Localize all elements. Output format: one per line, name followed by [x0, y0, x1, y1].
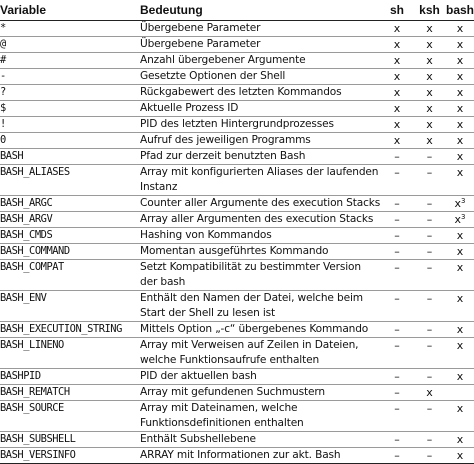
variable-cell: BASHPID: [0, 369, 140, 385]
table-header: [0, 0, 474, 21]
ksh-cell: –: [413, 196, 446, 212]
table-row: [0, 385, 474, 401]
variable-cell: $: [0, 101, 140, 117]
bash-mark: x: [456, 54, 464, 67]
bash-cell: [446, 212, 474, 228]
variable-cell: BASH_CMDS: [0, 228, 140, 244]
bash-mark: x: [456, 102, 464, 115]
bash-cell: [446, 117, 474, 133]
ksh-cell: –: [413, 165, 446, 196]
meaning-cell: ARRAY mit Informationen zur akt. Bash: [140, 448, 381, 464]
table-row: [0, 260, 474, 291]
sh-cell: x: [381, 37, 413, 53]
ksh-cell: –: [413, 291, 446, 322]
ksh-cell: –: [413, 369, 446, 385]
table-row: [0, 117, 474, 133]
variable-cell: BASH_EXECUTION_STRING: [0, 322, 140, 338]
meaning-cell: Übergebene Parameter: [140, 21, 381, 37]
header-meaning: Bedeutung: [140, 0, 381, 21]
ksh-cell: x: [413, 133, 446, 149]
bash-mark: x: [456, 433, 464, 446]
sh-cell: –: [381, 260, 413, 291]
bash-mark: x: [456, 134, 464, 147]
bash-mark: x: [456, 229, 464, 242]
meaning-cell: Setzt Kompatibilität zu bestimmter Version der bash: [140, 260, 381, 291]
table-row: [0, 165, 474, 196]
table-row: [0, 21, 474, 37]
meaning-cell: Array mit gefundenen Suchmustern: [140, 385, 381, 401]
header-row: [0, 0, 474, 21]
sh-cell: –: [381, 212, 413, 228]
table-row: [0, 37, 474, 53]
table-row: [0, 196, 474, 212]
ksh-cell: –: [413, 322, 446, 338]
ksh-cell: –: [413, 149, 446, 165]
table-row: [0, 338, 474, 369]
table-row: [0, 133, 474, 149]
bash-cell: [446, 448, 474, 464]
meaning-cell: Hashing von Kommandos: [140, 228, 381, 244]
sh-cell: –: [381, 165, 413, 196]
table-row: [0, 228, 474, 244]
bash-cell: [446, 149, 474, 165]
table-row: [0, 101, 474, 117]
variable-cell: -: [0, 69, 140, 85]
bash-mark: x: [456, 22, 464, 35]
table-row: [0, 244, 474, 260]
bash-cell: [446, 21, 474, 37]
table-row: [0, 212, 474, 228]
bash-cell: [446, 69, 474, 85]
ksh-cell: x: [413, 385, 446, 401]
sh-cell: –: [381, 432, 413, 448]
header-bash: bash: [446, 0, 474, 21]
meaning-cell: Array mit konfigurierten Aliases der laufenden Instanz: [140, 165, 381, 196]
variable-cell: BASH_COMMAND: [0, 244, 140, 260]
sh-cell: –: [381, 149, 413, 165]
footnote-marker: 3: [461, 213, 466, 221]
bash-cell: [446, 338, 474, 369]
bash-cell: [446, 53, 474, 69]
variable-cell: ?: [0, 85, 140, 101]
sh-cell: x: [381, 101, 413, 117]
ksh-cell: –: [413, 432, 446, 448]
bash-mark: x: [456, 402, 464, 415]
meaning-cell: Anzahl übergebener Argumente: [140, 53, 381, 69]
bash-cell: [446, 385, 474, 401]
sh-cell: –: [381, 448, 413, 464]
sh-cell: x: [381, 85, 413, 101]
ksh-cell: x: [413, 37, 446, 53]
meaning-cell: Mittels Option „-c“ übergebenes Kommando: [140, 322, 381, 338]
variable-cell: BASH_LINENO: [0, 338, 140, 369]
variable-cell: 0: [0, 133, 140, 149]
variable-cell: *: [0, 21, 140, 37]
variable-cell: BASH_SUBSHELL: [0, 432, 140, 448]
bash-mark: x: [456, 261, 464, 274]
sh-cell: –: [381, 322, 413, 338]
bash-cell: [446, 432, 474, 448]
meaning-cell: Counter aller Argumente des execution Stacks: [140, 196, 381, 212]
bash-mark: x: [456, 86, 464, 99]
sh-cell: x: [381, 117, 413, 133]
variable-cell: BASH_ARGC: [0, 196, 140, 212]
bash-mark: x: [454, 213, 462, 226]
bash-mark: x: [456, 38, 464, 51]
bash-mark: x: [456, 245, 464, 258]
bash-mark: x: [456, 118, 464, 131]
header-ksh: ksh: [413, 0, 446, 21]
variable-cell: BASH_ENV: [0, 291, 140, 322]
header-variable: Variable: [0, 0, 140, 21]
header-sh: sh: [381, 0, 413, 21]
variable-cell: BASH: [0, 149, 140, 165]
bash-cell: [446, 291, 474, 322]
variable-cell: BASH_ARGV: [0, 212, 140, 228]
table-row: [0, 291, 474, 322]
variable-cell: @: [0, 37, 140, 53]
meaning-cell: Gesetzte Optionen der Shell: [140, 69, 381, 85]
bash-cell: [446, 101, 474, 117]
bash-mark: x: [456, 70, 464, 83]
sh-cell: –: [381, 196, 413, 212]
sh-cell: –: [381, 291, 413, 322]
meaning-cell: Übergebene Parameter: [140, 37, 381, 53]
sh-cell: –: [381, 401, 413, 432]
meaning-cell: Aktuelle Prozess ID: [140, 101, 381, 117]
bash-cell: [446, 228, 474, 244]
sh-cell: –: [381, 228, 413, 244]
bash-cell: [446, 85, 474, 101]
sh-cell: x: [381, 53, 413, 69]
bash-mark: x: [456, 292, 464, 305]
bash-cell: [446, 133, 474, 149]
meaning-cell: Enthält Subshellebene: [140, 432, 381, 448]
bash-cell: [446, 244, 474, 260]
bash-mark: x: [456, 150, 464, 163]
bash-cell: [446, 369, 474, 385]
sh-cell: –: [381, 338, 413, 369]
variable-cell: BASH_SOURCE: [0, 401, 140, 432]
ksh-cell: x: [413, 69, 446, 85]
bash-mark: x: [456, 166, 464, 179]
meaning-cell: Array mit Dateinamen, welche Funktionsdefinitionen enthalten: [140, 401, 381, 432]
table-row: [0, 53, 474, 69]
meaning-cell: Rückgabewert des letzten Kommandos: [140, 85, 381, 101]
meaning-cell: Enthält den Namen der Datei, welche beim Start der Shell zu lesen ist: [140, 291, 381, 322]
variable-cell: #: [0, 53, 140, 69]
sh-cell: –: [381, 244, 413, 260]
meaning-cell: Aufruf des jeweiligen Programms: [140, 133, 381, 149]
meaning-cell: Momentan ausgeführtes Kommando: [140, 244, 381, 260]
bash-cell: [446, 165, 474, 196]
bash-mark: x: [456, 339, 464, 352]
table-row: [0, 85, 474, 101]
bash-cell: [446, 401, 474, 432]
ksh-cell: x: [413, 117, 446, 133]
sh-cell: –: [381, 369, 413, 385]
bash-mark: x: [456, 449, 464, 462]
ksh-cell: x: [413, 21, 446, 37]
variable-cell: BASH_COMPAT: [0, 260, 140, 291]
sh-cell: x: [381, 69, 413, 85]
table-row: [0, 69, 474, 85]
sh-cell: x: [381, 133, 413, 149]
table-row: [0, 448, 474, 464]
ksh-cell: x: [413, 101, 446, 117]
ksh-cell: –: [413, 244, 446, 260]
meaning-cell: Pfad zur derzeit benutzten Bash: [140, 149, 381, 165]
ksh-cell: x: [413, 85, 446, 101]
variable-cell: BASH_REMATCH: [0, 385, 140, 401]
table-row: [0, 322, 474, 338]
sh-cell: x: [381, 21, 413, 37]
bash-cell: [446, 37, 474, 53]
bash-cell: [446, 322, 474, 338]
ksh-cell: –: [413, 228, 446, 244]
meaning-cell: Array aller Argumenten des execution Stacks: [140, 212, 381, 228]
meaning-cell: PID des letzten Hintergrundprozesses: [140, 117, 381, 133]
variable-cell: BASH_ALIASES: [0, 165, 140, 196]
variable-cell: !: [0, 117, 140, 133]
table-row: [0, 401, 474, 432]
table-body: [0, 21, 474, 464]
table-row: [0, 149, 474, 165]
ksh-cell: –: [413, 448, 446, 464]
meaning-cell: Array mit Verweisen auf Zeilen in Dateien, welche Funktionsaufrufe enthalten: [140, 338, 381, 369]
bash-mark: x: [454, 197, 462, 210]
ksh-cell: –: [413, 401, 446, 432]
ksh-cell: x: [413, 53, 446, 69]
meaning-cell: PID der aktuellen bash: [140, 369, 381, 385]
table-row: [0, 369, 474, 385]
bash-mark: x: [456, 370, 464, 383]
sh-cell: –: [381, 385, 413, 401]
bash-cell: [446, 196, 474, 212]
bash-cell: [446, 260, 474, 291]
ksh-cell: –: [413, 338, 446, 369]
table-row: [0, 432, 474, 448]
footnote-marker: 3: [461, 197, 466, 205]
ksh-cell: –: [413, 212, 446, 228]
bash-mark: x: [456, 323, 464, 336]
variable-cell: BASH_VERSINFO: [0, 448, 140, 464]
ksh-cell: –: [413, 260, 446, 291]
